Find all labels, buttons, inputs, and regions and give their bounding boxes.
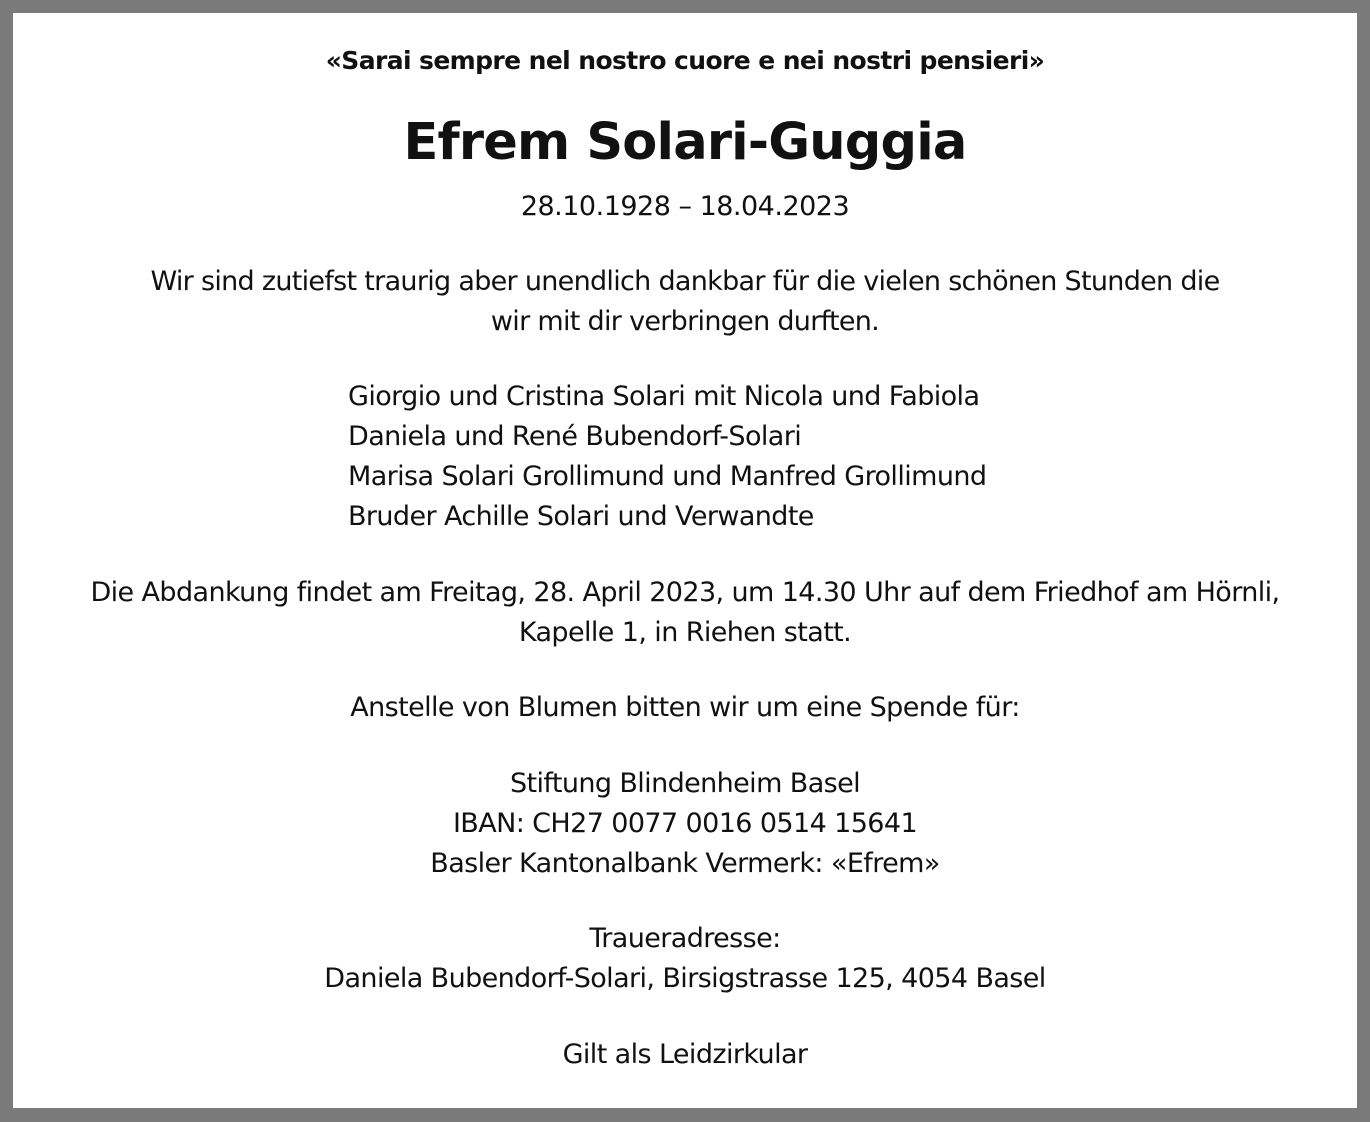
donation-iban: IBAN: CH27 0077 0016 0514 15641: [452, 808, 918, 839]
mourner-line: Bruder Achille Solari und Verwandte: [348, 501, 814, 532]
mourner-line: Giorgio und Cristina Solari mit Nicola und Fabiola: [348, 381, 980, 412]
message-line-1: Wir sind zutiefst traurig aber unendlich dankbar für die vielen schönen Stunden die: [150, 266, 1220, 297]
donation-recipient: Stiftung Blindenheim Basel: [509, 768, 861, 799]
obituary-notice: [13, 13, 1357, 1108]
mourner-line: Marisa Solari Grollimund und Manfred Grollimund: [348, 461, 987, 492]
mourners-list: [348, 377, 986, 537]
donation-intro: Anstelle von Blumen bitten wir um eine Spende für:: [350, 692, 1020, 723]
address-label: Traueradresse:: [589, 923, 781, 954]
life-dates: 28.10.1928 – 18.04.2023: [520, 191, 850, 222]
footer-note: Gilt als Leidzirkular: [562, 1039, 808, 1070]
deceased-name: Efrem Solari-Guggia: [403, 113, 967, 172]
ceremony-line-1: Die Abdankung findet am Freitag, 28. April 2023, um 14.30 Uhr auf dem Friedhof am Hörnli,: [90, 577, 1280, 608]
mourner-line: Daniela und René Bubendorf-Solari: [348, 421, 802, 452]
ceremony-line-2: Kapelle 1, in Riehen statt.: [518, 617, 852, 648]
donation-bank: Basler Kantonalbank Vermerk: «Efrem»: [430, 848, 940, 879]
message-line-2: wir mit dir verbringen durften.: [490, 306, 880, 337]
address-value: Daniela Bubendorf-Solari, Birsigstrasse 125, 4054 Basel: [324, 963, 1046, 994]
motto: «Sarai sempre nel nostro cuore e nei nostri pensieri»: [325, 46, 1045, 75]
